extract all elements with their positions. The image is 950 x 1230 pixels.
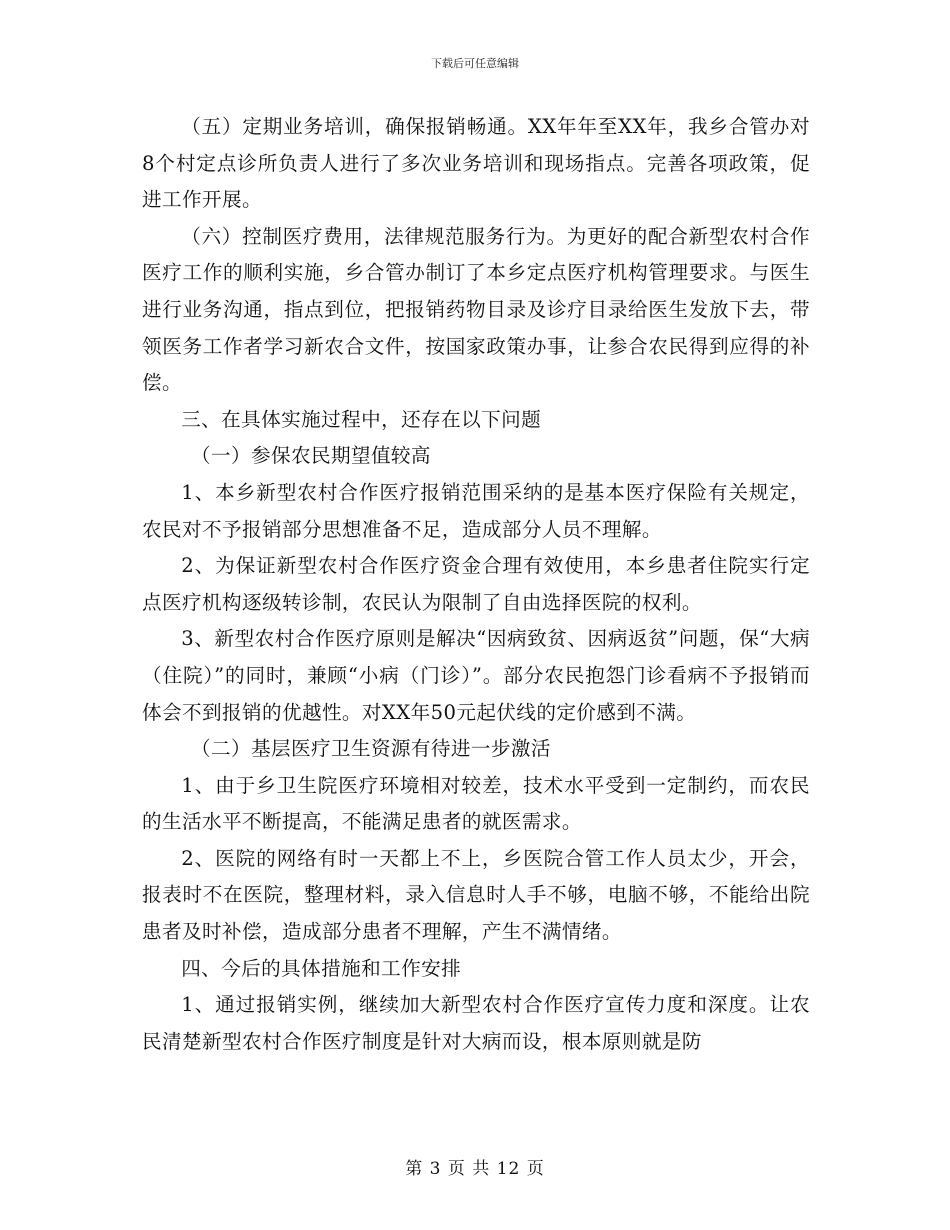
paragraph-problem-3: 3、新型农村合作医疗原则是解决“因病致贫、因病返贫”问题，保“大病（住院）”的同时，兼顾“小病（门诊）”。部分农民抱怨门诊看病不予报销而体会不到报销的优越性。对XX年50元起伏线的定价感到不满。 [142,627,810,724]
page-number-footer: 第 3 页 共 12 页 [405,1159,545,1179]
paragraph-resources-1: 1、由于乡卫生院医疗环境相对较差，技术水平受到一定制约，而农民的生活水平不断提高，不能满足患者的就医需求。 [142,773,810,834]
page-header: 下载后可任意编辑 [431,57,519,70]
document-body [142,109,810,1060]
paragraph-problem-2: 2、为保证新型农村合作医疗资金合理有效使用，本乡患者住院实行定点医疗机构逐级转诊制，农民认为限制了自由选择医院的权利。 [142,554,810,614]
paragraph-problem-1: 1、本乡新型农村合作医疗报销范围采纳的是基本医疗保险有关规定，农民对不予报销部分思想准备不足，造成部分人员不理解。 [142,480,810,541]
paragraph-training: （五）定期业务培训，确保报销畅通。XX年年至XX年，我乡合管办对8个村定点诊所负责人进行了多次业务培训和现场指点。完善各项政策，促进工作开展。 [142,115,810,212]
section-heading-measures: 四、今后的具体措施和工作安排 [181,956,462,980]
paragraph-cost-control: （六）控制医疗费用，法律规范服务行为。为更好的配合新型农村合作医疗工作的顺利实施，乡合管办制订了本乡定点医疗机构管理要求。与医生进行业务沟通，指点到位，把报销药物目录及诊疗目录给医生发放下去，带领医务工作者学习新农合文件，按国家政策办事，让参合农民得到应得的补偿。 [142,224,810,395]
paragraph-resources-2: 2、医院的网络有时一天都上不上，乡医院合管工作人员太少，开会，报表时不在医院，整理材料，录入信息时人手不够，电脑不够，不能给出院患者及时补偿，造成部分患者不理解，产生不满情绪。 [142,846,810,944]
paragraph-measure-1: 1、通过报销实例，继续加大新型农村合作医疗宣传力度和深度。让农民清楚新型农村合作医疗制度是针对大病而设，根本原则就是防 [142,993,810,1053]
subheading-expectations: （一）参保农民期望值较高 [191,444,431,468]
section-heading-problems: 三、在具体实施过程中，还存在以下问题 [181,407,542,431]
subheading-resources: （二）基层医疗卫生资源有待进一步激活 [191,737,551,761]
